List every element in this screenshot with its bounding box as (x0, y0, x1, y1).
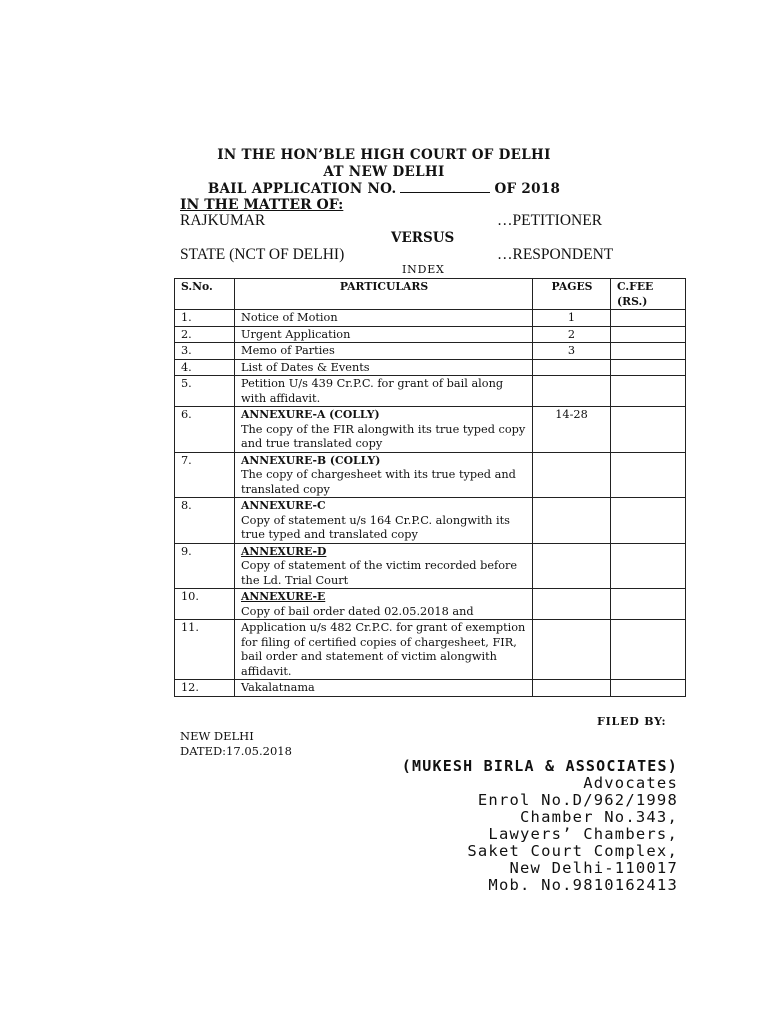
respondent-name: STATE (NCT OF DELHI) (180, 246, 345, 263)
row-text: Urgent Application (241, 327, 351, 341)
row-fee (611, 326, 686, 343)
row-sno: 7. (175, 452, 235, 498)
row-pages (533, 589, 611, 620)
row-sno: 6. (175, 407, 235, 453)
index-table (174, 278, 686, 697)
row-text: Copy of statement of the victim recorded before the Ld. Trial Court (241, 559, 518, 587)
table-row (175, 620, 686, 680)
versus-label: VERSUS (391, 230, 455, 246)
row-particulars (235, 359, 533, 376)
row-particulars (235, 407, 533, 453)
row-sno: 4. (175, 359, 235, 376)
row-pages (533, 498, 611, 544)
application-suffix: OF 2018 (494, 181, 561, 197)
row-fee (611, 543, 686, 589)
row-pages (533, 452, 611, 498)
respondent-role: …RESPONDENT (497, 246, 614, 263)
application-number-blank (400, 180, 490, 193)
row-fee (611, 343, 686, 360)
header-particulars: PARTICULARS (235, 279, 533, 310)
matter-label: IN THE MATTER OF: (180, 197, 344, 213)
row-text: The copy of chargesheet with its true typed and translated copy (241, 468, 516, 496)
row-sno: 9. (175, 543, 235, 589)
row-sno: 8. (175, 498, 235, 544)
header-court-fee: C.FEE (RS.) (611, 279, 686, 310)
row-particulars (235, 376, 533, 407)
row-text: Vakalatnama (241, 681, 315, 694)
table-row (175, 452, 686, 498)
row-sno: 11. (175, 620, 235, 680)
row-particulars (235, 680, 533, 697)
row-fee (611, 620, 686, 680)
row-particulars (235, 498, 533, 544)
table-row (175, 376, 686, 407)
row-pages (533, 543, 611, 589)
index-title: INDEX (402, 263, 445, 276)
row-sno: 3. (175, 343, 235, 360)
row-fee (611, 376, 686, 407)
row-particulars (235, 343, 533, 360)
application-prefix: BAIL APPLICATION NO. (207, 181, 397, 197)
row-particulars (235, 589, 533, 620)
table-row (175, 310, 686, 327)
row-fee (611, 407, 686, 453)
court-place: AT NEW DELHI (323, 164, 445, 180)
row-fee (611, 452, 686, 498)
annexure-heading: ANNEXURE-A (COLLY) (241, 408, 380, 421)
row-fee (611, 589, 686, 620)
header-pages: PAGES (533, 279, 611, 310)
row-text: Memo of Parties (241, 344, 335, 357)
petitioner-name: RAJKUMAR (180, 212, 266, 229)
city-pin: New Delhi-110017 (509, 859, 678, 877)
row-particulars (235, 452, 533, 498)
row-text: The copy of the FIR alongwith its true typed copy and true translated copy (241, 422, 526, 450)
annexure-heading: ANNEXURE-E (241, 590, 326, 603)
filing-place: NEW DELHI (180, 729, 254, 743)
row-fee (611, 359, 686, 376)
table-row (175, 589, 686, 620)
firm-name: (MUKESH BIRLA & ASSOCIATES) (401, 757, 678, 775)
mobile-number: Mob. No.9810162413 (488, 876, 678, 894)
header-sno: S.No. (175, 279, 235, 310)
advocates-label: Advocates (583, 774, 678, 792)
table-row (175, 407, 686, 453)
row-text: Notice of Motion (241, 311, 338, 324)
row-text: Copy of bail order dated 02.05.2018 and (241, 604, 474, 618)
row-pages: 14-28 (533, 407, 611, 453)
row-text: Petition U/s 439 Cr.P.C. for grant of bail along with affidavit. (241, 377, 504, 405)
annexure-heading: ANNEXURE-B (COLLY) (241, 453, 381, 467)
row-pages (533, 359, 611, 376)
row-pages (533, 376, 611, 407)
row-sno: 1. (175, 310, 235, 327)
court-name: IN THE HON’BLE HIGH COURT OF DELHI (217, 147, 551, 163)
annexure-heading: ANNEXURE-C (241, 499, 326, 512)
row-sno: 12. (175, 680, 235, 697)
row-fee (611, 310, 686, 327)
table-row (175, 359, 686, 376)
table-row (175, 326, 686, 343)
table-row (175, 498, 686, 544)
row-pages (533, 680, 611, 697)
row-pages: 1 (533, 310, 611, 327)
annexure-heading: ANNEXURE-D (241, 544, 327, 558)
row-text: List of Dates & Events (241, 360, 370, 374)
application-number-line (0, 180, 768, 197)
row-sno: 10. (175, 589, 235, 620)
chamber-number: Chamber No.343, (520, 808, 678, 826)
row-pages (533, 620, 611, 680)
row-particulars (235, 326, 533, 343)
court-complex: Saket Court Complex, (467, 842, 678, 860)
table-row (175, 680, 686, 697)
filed-by-label: FILED BY: (597, 715, 667, 728)
row-pages: 2 (533, 326, 611, 343)
row-sno: 2. (175, 326, 235, 343)
row-sno: 5. (175, 376, 235, 407)
row-particulars (235, 543, 533, 589)
row-particulars (235, 620, 533, 680)
row-pages: 3 (533, 343, 611, 360)
table-row (175, 543, 686, 589)
row-text: Copy of statement u/s 164 Cr.P.C. alongwith its true typed and translated copy (241, 513, 510, 541)
filing-date: DATED:17.05.2018 (180, 744, 292, 758)
table-row (175, 343, 686, 360)
index-header-row (175, 279, 686, 310)
row-fee (611, 498, 686, 544)
row-particulars (235, 310, 533, 327)
row-text: Application u/s 482 Cr.P.C. for grant of exemption for filing of certified copies of chargesheet, FIR, bail order and statement of victim alongwith affidavit. (241, 621, 526, 678)
petitioner-role: …PETITIONER (497, 212, 603, 229)
enrolment-number: Enrol No.D/962/1998 (477, 791, 678, 809)
row-fee (611, 680, 686, 697)
chambers-building: Lawyers’ Chambers, (488, 825, 678, 843)
